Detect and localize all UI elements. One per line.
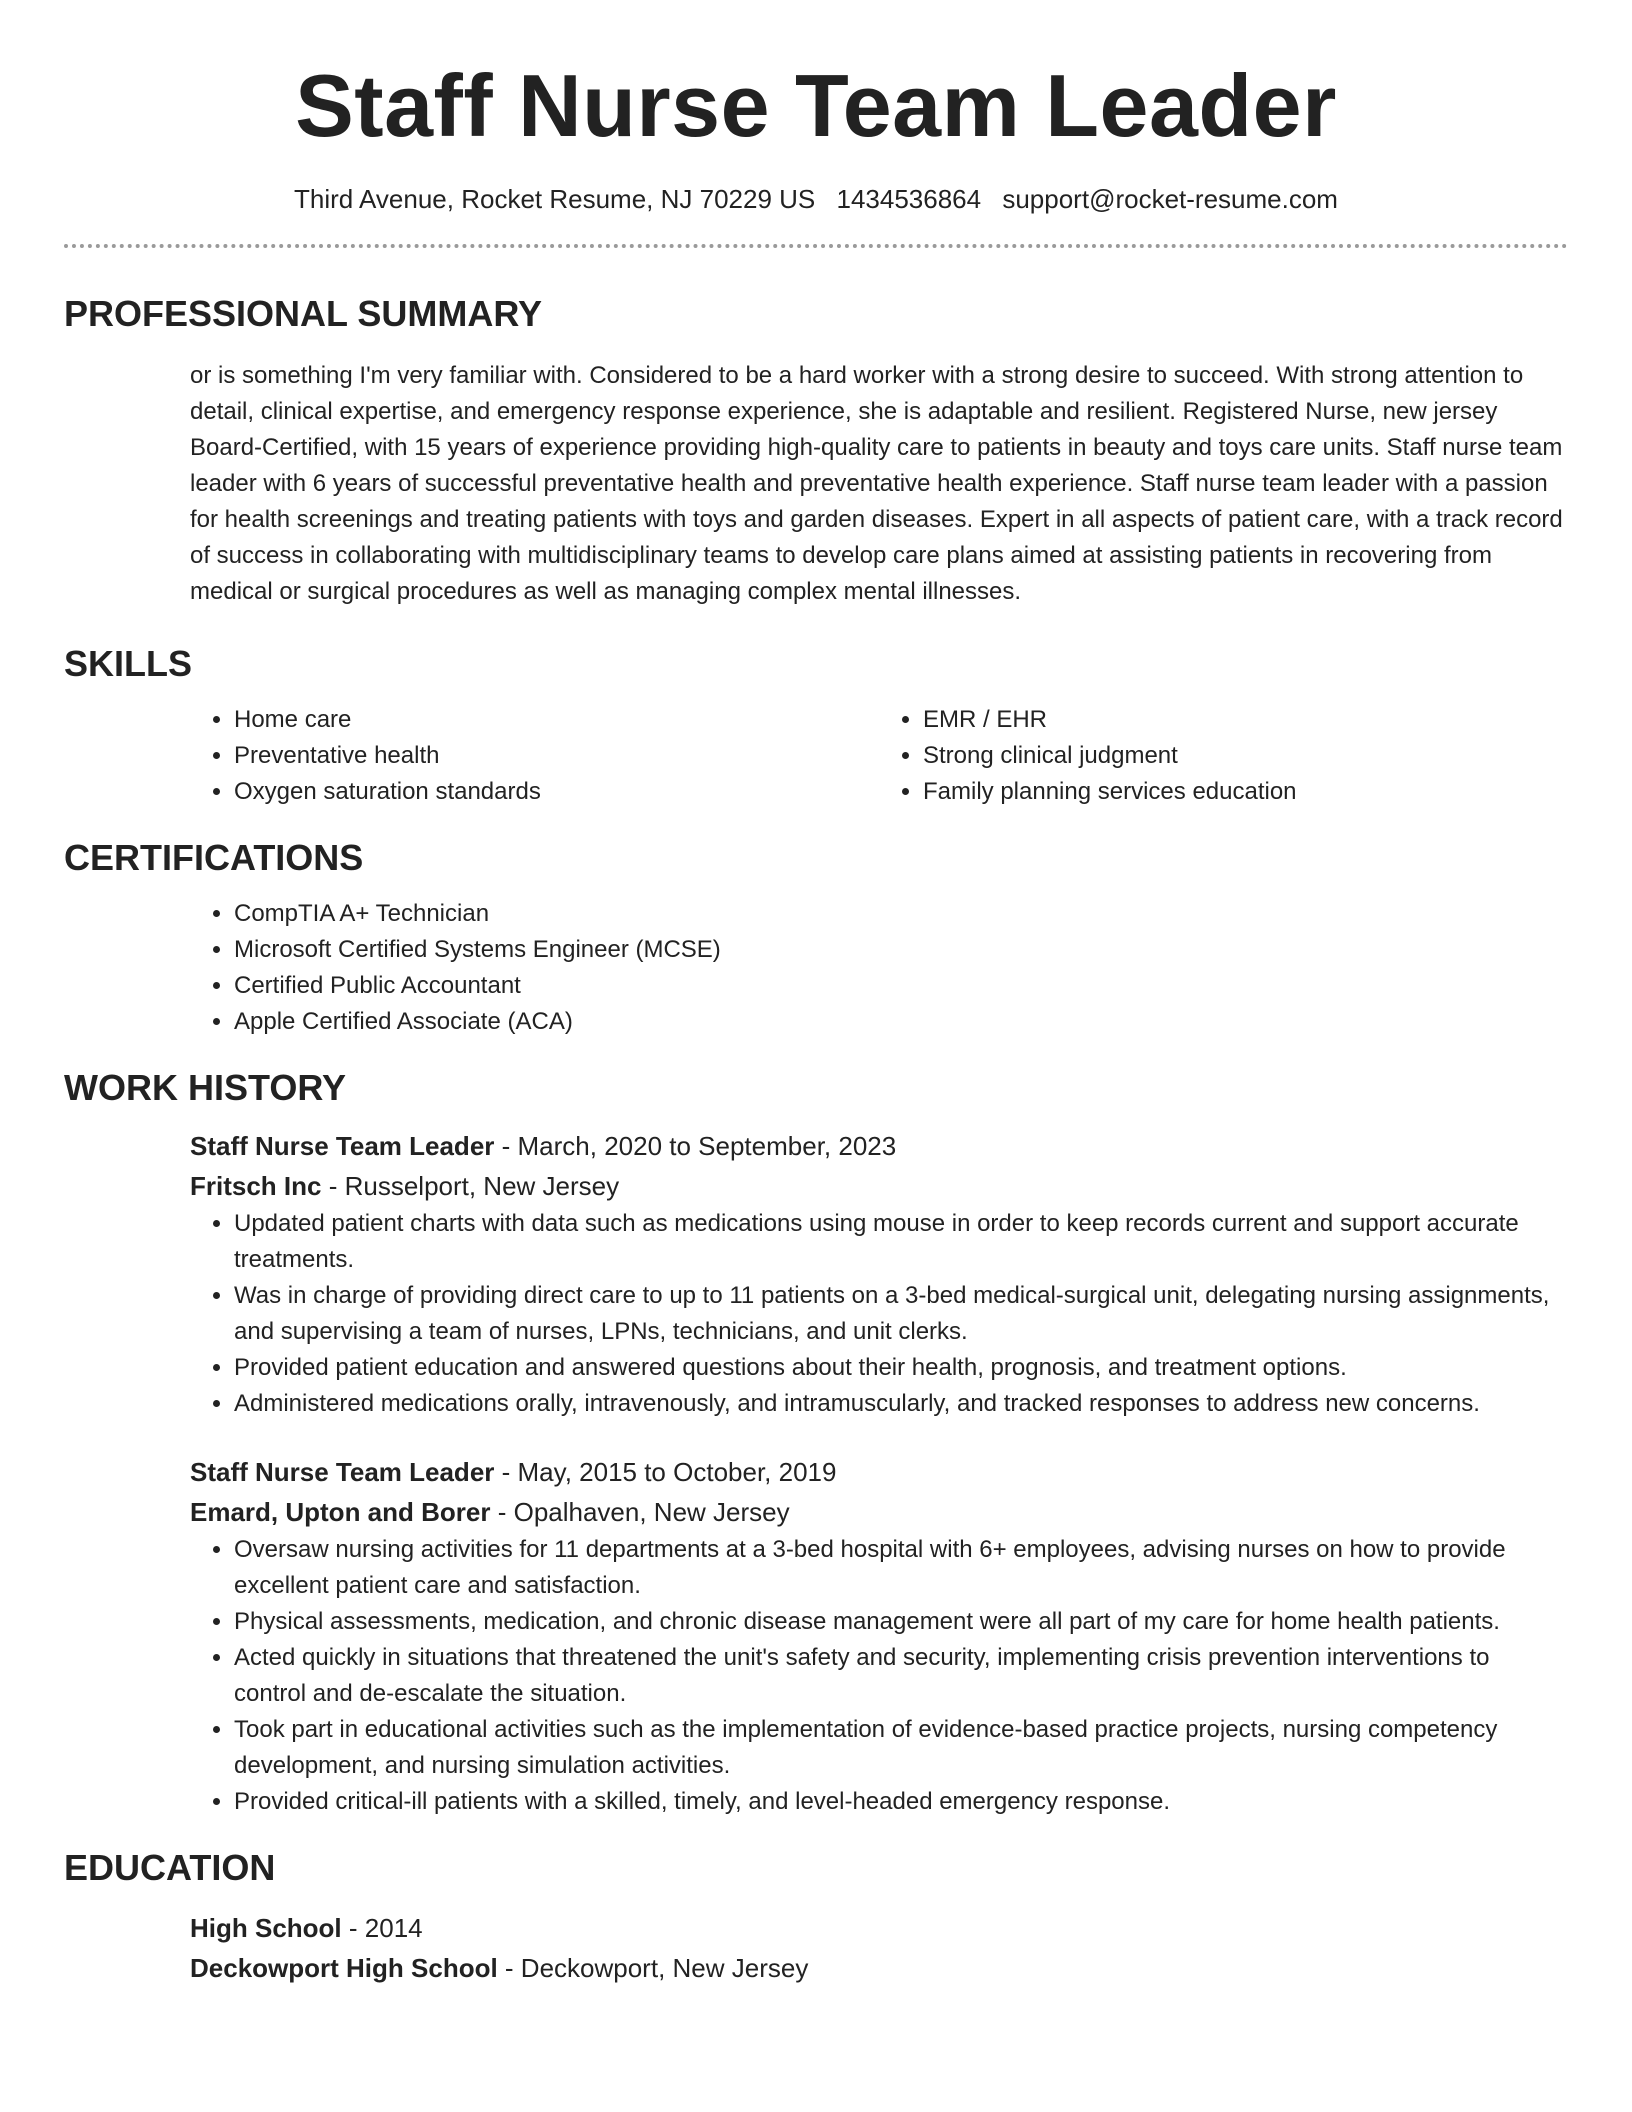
certification-item: • CompTIA A+ Technician <box>234 896 1568 932</box>
job-bullet: • Provided critical-ill patients with a skilled, timely, and level-headed emergency response. <box>234 1784 1568 1820</box>
job-location: - Russelport, New Jersey <box>321 1171 620 1201</box>
job-role: Staff Nurse Team Leader <box>190 1131 495 1161</box>
job-bullet: • Updated patient charts with data such as medications using mouse in order to keep records current and support accurate treatments. <box>234 1206 1568 1278</box>
section-title-work-history: WORK HISTORY <box>64 1067 347 1108</box>
job-entry <box>64 1452 1568 1820</box>
job-bullet: • Took part in educational activities such as the implementation of evidence-based practice projects, nursing competency development, and nursing simulation activities. <box>234 1712 1568 1784</box>
education-entry <box>64 1908 1568 1988</box>
contact-line <box>64 182 1568 216</box>
education-school-line <box>190 1948 1568 1988</box>
contact-email: support@rocket-resume.com <box>1002 184 1338 214</box>
education-degree: High School <box>190 1913 342 1943</box>
section-title-summary: PROFESSIONAL SUMMARY <box>64 293 543 334</box>
job-bullet: • Was in charge of providing direct care to up to 11 patients on a 3-bed medical-surgical unit, delegating nursing assignments, and supervising a team of nurses, LPNs, technicians, and unit clerks. <box>234 1278 1568 1350</box>
contact-address: Third Avenue, Rocket Resume, NJ 70229 US <box>294 184 816 214</box>
skills-column-right <box>879 702 1568 810</box>
job-location: - Opalhaven, New Jersey <box>490 1497 790 1527</box>
job-bullets <box>190 1532 1568 1820</box>
job-title-line <box>190 1126 1568 1166</box>
job-company-line <box>190 1166 1568 1206</box>
education-school: Deckowport High School <box>190 1953 498 1983</box>
job-company: Fritsch Inc <box>190 1171 322 1201</box>
skill-item: • Home care <box>234 702 879 738</box>
section-title-certifications: CERTIFICATIONS <box>64 837 364 878</box>
job-entry <box>64 1126 1568 1422</box>
job-bullets <box>190 1206 1568 1422</box>
skill-item: • Oxygen saturation standards <box>234 774 879 810</box>
job-bullet: • Oversaw nursing activities for 11 departments at a 3-bed hospital with 6+ employees, advising nurses on how to provide excellent patient care and satisfaction. <box>234 1532 1568 1604</box>
job-dates: - March, 2020 to September, 2023 <box>494 1131 897 1161</box>
certification-item: • Microsoft Certified Systems Engineer (MCSE) <box>234 932 1568 968</box>
summary-text: or is something I'm very familiar with. Considered to be a hard worker with a strong desire to succeed. With strong attention to detail, clinical expertise, and emergency response experience, she is adaptable and resilient. Registered Nurse, new jersey Board-Certified, with 15 years of experience providing high-quality care to patients in beauty and toys care units. Staff nurse team leader with 6 years of successful preventative health and preventative health experience. Staff nurse team leader with a passion for health screenings and treating patients with toys and garden diseases. Expert in all aspects of patient care, with a track record of success in collaborating with multidisciplinary teams to develop care plans aimed at assisting patients in recovering from medical or surgical procedures as well as managing complex mental illnesses. <box>190 362 1563 605</box>
certification-item: • Certified Public Accountant <box>234 968 1568 1004</box>
skill-item: • Family planning services education <box>923 774 1568 810</box>
job-bullet: • Provided patient education and answered questions about their health, prognosis, and treatment options. <box>234 1350 1568 1386</box>
job-company: Emard, Upton and Borer <box>190 1497 491 1527</box>
job-bullet: • Physical assessments, medication, and chronic disease management were all part of my care for home health patients. <box>234 1604 1568 1640</box>
skills-list <box>64 702 1568 810</box>
education-year: - 2014 <box>341 1913 423 1943</box>
education-location: - Deckowport, New Jersey <box>497 1953 809 1983</box>
skill-item: • Strong clinical judgment <box>923 738 1568 774</box>
skills-column-left <box>190 702 879 810</box>
job-bullet: • Administered medications orally, intravenously, and intramuscularly, and tracked responses to address new concerns. <box>234 1386 1568 1422</box>
skill-item: • EMR / EHR <box>923 702 1568 738</box>
section-title-education: EDUCATION <box>64 1847 276 1888</box>
header-divider <box>64 244 1568 248</box>
skill-item: • Preventative health <box>234 738 879 774</box>
section-title-skills: SKILLS <box>64 643 193 684</box>
job-role: Staff Nurse Team Leader <box>190 1457 495 1487</box>
certification-item: • Apple Certified Associate (ACA) <box>234 1004 1568 1040</box>
job-dates: - May, 2015 to October, 2019 <box>494 1457 837 1487</box>
job-bullet: • Acted quickly in situations that threatened the unit's safety and security, implementing crisis prevention interventions to control and de-escalate the situation. <box>234 1640 1568 1712</box>
education-degree-line <box>190 1908 1568 1948</box>
job-company-line <box>190 1492 1568 1532</box>
certifications-list <box>64 896 1568 1040</box>
contact-phone: 1434536864 <box>836 184 982 214</box>
certifications-bullets <box>190 896 1568 1040</box>
resume-name: Staff Nurse Team Leader <box>295 56 1337 155</box>
job-title-line <box>190 1452 1568 1492</box>
